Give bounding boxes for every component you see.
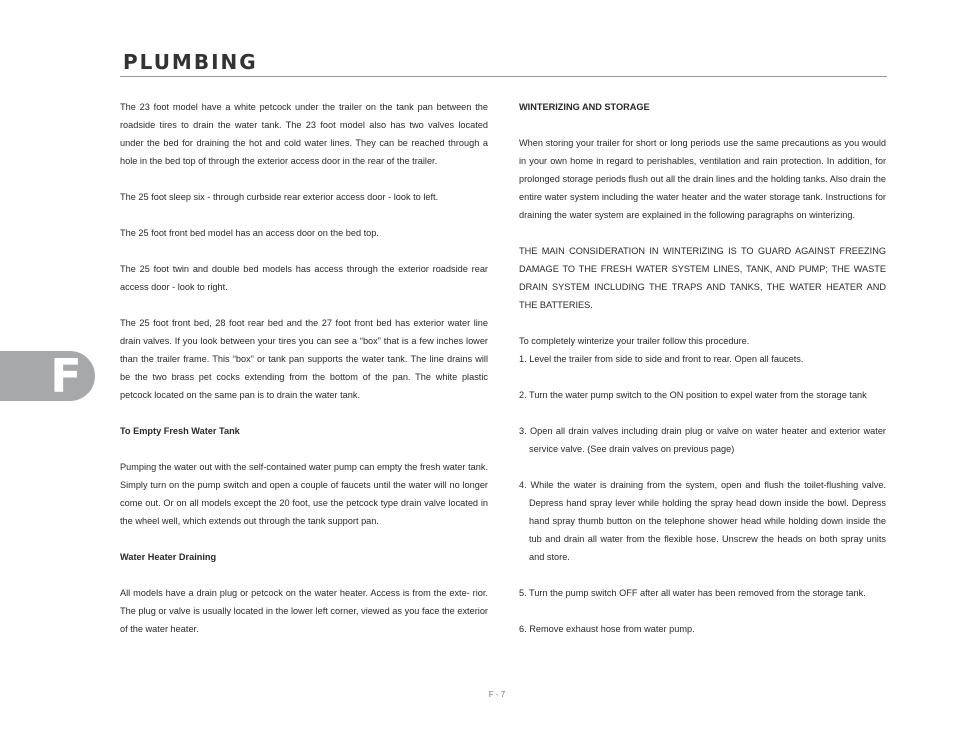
paragraph-25-sleep-six: The 25 foot sleep six - through curbside rear exterior access door - look to left. [120, 192, 439, 202]
step-3: 3. Open all drain valves including drain plug or valve on water heater and exterior water service valve. (See drain valves on previous page) [519, 426, 886, 454]
page-number: F - 7 [488, 690, 506, 699]
paragraph-procedure-intro: To completely winterize your trailer follow this procedure. [519, 336, 750, 346]
section-tab-letter: F [50, 349, 82, 403]
heading-winterizing-storage: WINTERIZING AND STORAGE [519, 102, 650, 112]
paragraph-pumping-water: Pumping the water out with the self-contained water pump can empty the fresh water tank. Simply turn on the pump switch and open a couple of faucets until the water will no longer come out. Or on all models except the 20 foot, use the petcock type drain valve located in the wheel well, which extends out through the tank support pan. [120, 462, 488, 526]
paragraph-water-heater: All models have a drain plug or petcock on the water heater. Access is from the exte- rior. The plug or valve is usually located in the lower left corner, viewed as you face the exterior of the water heater. [120, 588, 488, 634]
title-divider [120, 76, 887, 77]
step-6: 6. Remove exhaust hose from water pump. [519, 624, 695, 634]
left-column [120, 98, 488, 638]
page-title: PLUMBING [123, 50, 258, 74]
paragraph-23-foot: The 23 foot model have a white petcock under the trailer on the tank pan between the roadside tires to drain the water tank. The 23 foot model also has two valves located under the bed for draining the hot and cold water lines. They can be reached through a hole in the bed top of through the exterior access door in the rear of the trailer. [120, 102, 488, 166]
heading-water-heater-draining: Water Heater Draining [120, 552, 217, 562]
step-2: 2. Turn the water pump switch to the ON position to expel water from the storage tank [519, 390, 867, 400]
step-5: 5. Turn the pump switch OFF after all water has been removed from the storage tank. [519, 588, 866, 598]
step-1: 1. Level the trailer from side to side and front to rear. Open all faucets. [519, 354, 804, 364]
paragraph-25-twin-double: The 25 foot twin and double bed models has access through the exterior roadside rear access door - look to right. [120, 264, 488, 292]
paragraph-storing: When storing your trailer for short or long periods use the same precautions as you would in your own home in regard to perishables, ventilation and rain protection. In addition, for prolonged storage periods flush out all the drain lines and the holding tanks. Also drain the entire water system including the water heater and the water storage tank. Instructions for draining the water system are explained in the following paragraphs on winterizing. [519, 138, 886, 220]
heading-empty-fresh-water-tank: To Empty Fresh Water Tank [120, 426, 240, 436]
paragraph-25-front-bed: The 25 foot front bed model has an access door on the bed top. [120, 228, 379, 238]
right-column [519, 98, 886, 638]
paragraph-drain-valves: The 25 foot front bed, 28 foot rear bed and the 27 foot front bed has exterior water line drain valves. If you look between your tires you can see a “box” that is a few inches lower than the trailer frame. This “box” or tank pan supports the water tank. The line drains will be the two brass pet cocks extending from the bottom of the pan. The white plastic petcock located on the same pan is to drain the water tank. [120, 318, 488, 400]
paragraph-main-consideration: THE MAIN CONSIDERATION IN WINTERIZING IS TO GUARD AGAINST FREEZING DAMAGE TO THE FRESH WATER SYSTEM LINES, TANK, AND PUMP; THE WASTE DRAIN SYSTEM INCLUDING THE TRAPS AND TANKS, THE WATER HEATER AND THE BATTERIES. [519, 246, 886, 310]
step-4: 4. While the water is draining from the system, open and flush the toilet-flushing valve. Depress hand spray lever while holding the spray head down inside the bowl. Depress hand spray thumb button on the telephone shower head while holding down inside the tub and drain all water from the flexible hose. Unscrew the heads on both spray units and store. [519, 480, 886, 562]
